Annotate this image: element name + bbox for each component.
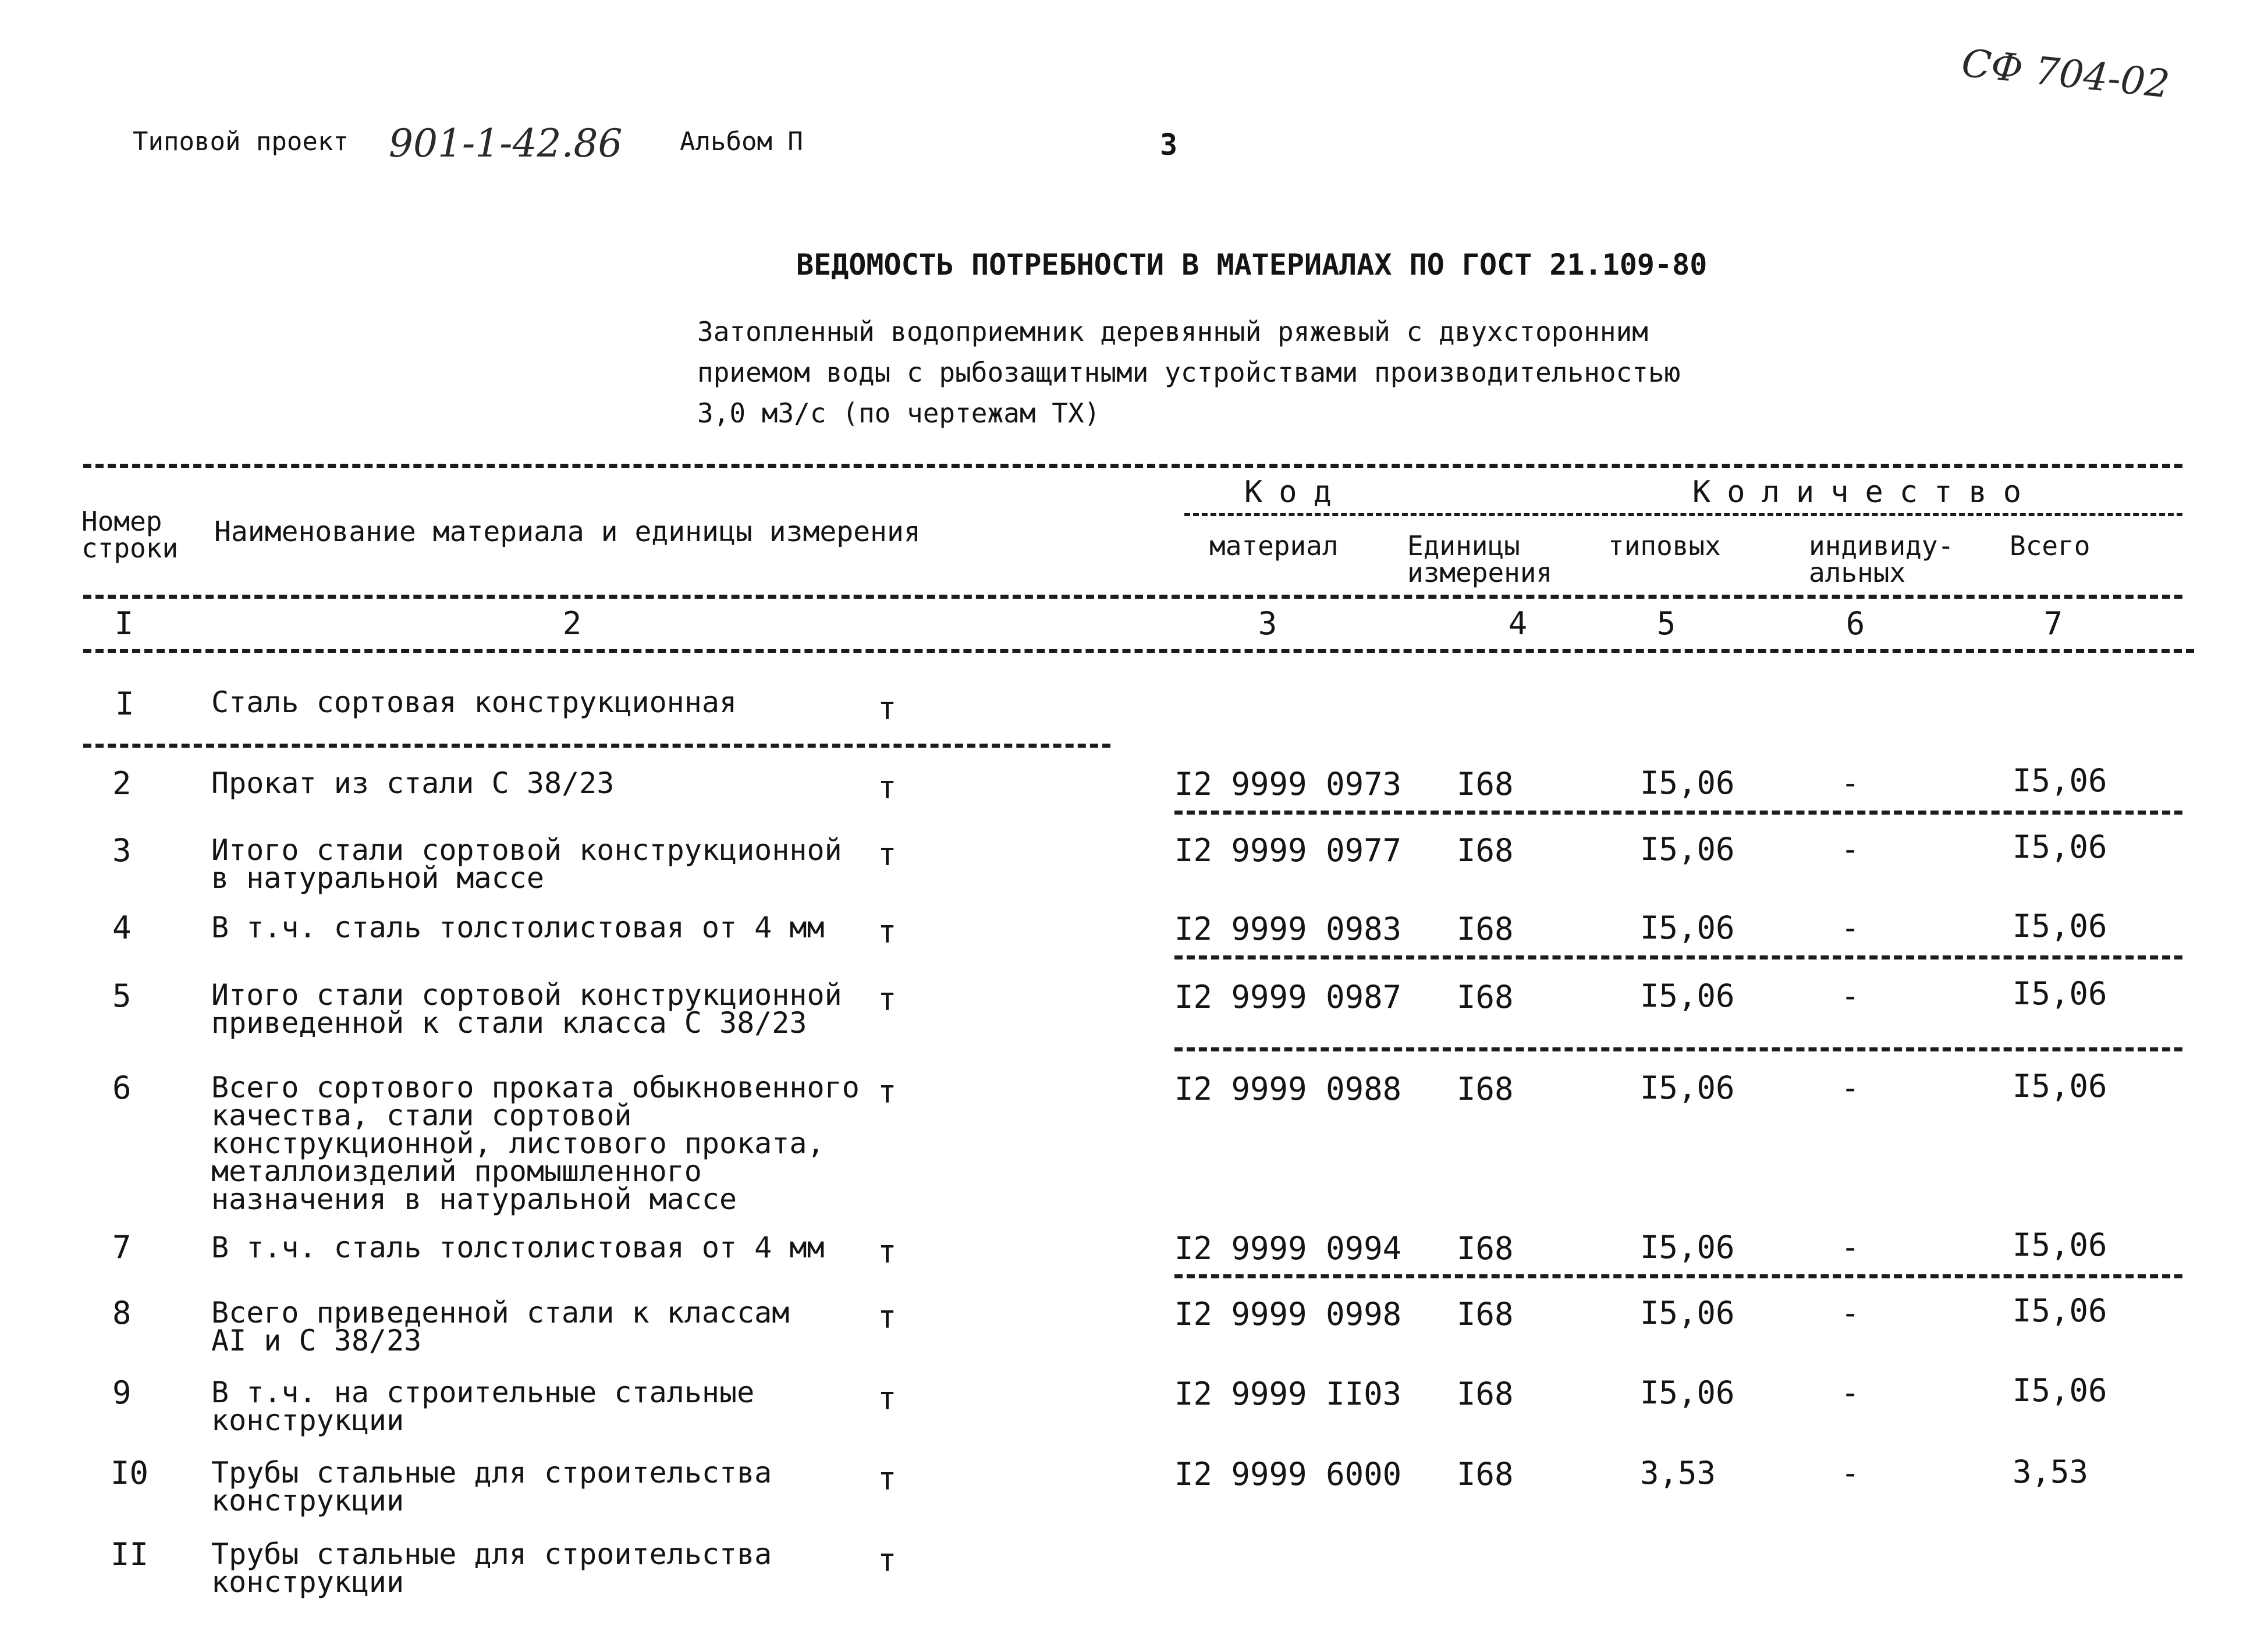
project-label: Типовой проект [133,127,349,157]
col-number-3: 3 [1258,605,1277,642]
row-4-unit: т [878,914,897,950]
row-8-measure: I68 [1457,1296,1514,1332]
group-header-rule [1184,513,2182,516]
row-2-measure: I68 [1457,766,1514,802]
row-9-measure: I68 [1457,1376,1514,1412]
col-name-header: Наименование материала и единицы измерения [214,516,921,548]
row-9-number: 9 [112,1374,132,1411]
page-number: 3 [1160,128,1178,162]
row-3-number: 3 [112,832,132,869]
col-typical-header: типовых [1608,530,1721,561]
row-5-number: 5 [112,978,132,1014]
row-4-typical: I5,06 [1640,909,1735,946]
row-1-number: I [115,685,134,722]
row-5-rule [1174,1047,2182,1051]
row-8-individual: - [1841,1295,1860,1331]
row-11-unit: т [878,1542,897,1579]
row-4-measure: I68 [1457,911,1514,947]
colnum-bottom-rule [83,649,2194,653]
project-number: 901-1-42.86 [389,121,623,166]
col-number-7: 7 [2043,605,2063,642]
row-2-number: 2 [112,765,132,802]
col-individual-header: индивиду- альных [1809,530,1954,588]
row-6-unit: т [878,1074,897,1110]
document-title: ВЕДОМОСТЬ ПОТРЕБНОСТИ В МАТЕРИАЛАХ ПО ГОСТ 21.109-80 [796,248,1708,282]
row-9-unit: т [878,1380,897,1417]
row-6-number: 6 [112,1069,132,1106]
col-total-header: Всего [2010,530,2090,561]
document-subtitle: Затопленный водоприемник деревянный ряжевый с двухсторонним приемом воды с рыбозащитными устройствами производительностью 3,0 м3/с (по чертежам ТХ) [697,316,1681,429]
col-number-4: 4 [1508,605,1528,642]
row-8-typical: I5,06 [1640,1295,1735,1331]
row-3-typical: I5,06 [1640,831,1735,868]
row-11-name: Трубы стальные для строительства конструкции [211,1537,772,1599]
row-1-unit: т [878,690,897,727]
row-4-rule [1174,955,2182,959]
row-9-total: I5,06 [2013,1372,2107,1409]
row-10-individual: - [1841,1455,1860,1491]
row-10-code: I2 9999 6000 [1174,1456,1402,1492]
row-3-code: I2 9999 0977 [1174,832,1402,869]
row-7-number: 7 [112,1229,132,1266]
row-6-measure: I68 [1457,1071,1514,1107]
row-7-individual: - [1841,1229,1860,1266]
col-material-header: материал [1209,530,1339,561]
row-4-number: 4 [112,909,132,946]
row-2-name: Прокат из стали С 38/23 [211,766,615,800]
row-7-rule [1174,1274,2182,1278]
row-3-name: Итого стали сортовой конструкционной в натуральной массе [211,833,842,895]
row-9-code: I2 9999 II03 [1174,1376,1402,1412]
row-7-code: I2 9999 0994 [1174,1230,1402,1267]
row-10-number: I0 [111,1455,149,1491]
row-10-unit: т [878,1460,897,1497]
quantity-group-header: Количество [1692,475,2038,510]
row-11-number: II [111,1536,149,1573]
row-6-name: Всего сортового проката обыкновенного качества, стали сортовой конструкционной, листового проката, металлоизделий промышленного назначения в натуральной массе [211,1071,860,1216]
code-group-header: Код [1244,475,1348,510]
row-5-individual: - [1841,978,1860,1014]
row-6-typical: I5,06 [1640,1069,1735,1106]
row-5-name: Итого стали сортовой конструкционной приведенной к стали класса С 38/23 [211,978,842,1040]
row-6-individual: - [1841,1069,1860,1106]
row-3-total: I5,06 [2013,829,2107,865]
row-4-name: В т.ч. сталь толстолистовая от 4 мм [211,911,825,944]
row-2-total: I5,06 [2013,762,2107,799]
row-8-total: I5,06 [2013,1292,2107,1329]
row-10-measure: I68 [1457,1456,1514,1492]
row-2-individual: - [1841,765,1860,801]
row-7-name: В т.ч. сталь толстолистовая от 4 мм [211,1231,825,1264]
col-number-6: 6 [1845,605,1865,642]
row-9-typical: I5,06 [1640,1374,1735,1411]
table-top-rule [83,464,2182,468]
row-9-individual: - [1841,1374,1860,1411]
row-5-typical: I5,06 [1640,978,1735,1014]
row-5-total: I5,06 [2013,975,2107,1012]
row-10-name: Трубы стальные для строительства конструкции [211,1456,772,1517]
row-10-total: 3,53 [2013,1453,2089,1490]
header-bottom-rule [83,595,2182,599]
row-3-individual: - [1841,831,1860,868]
row-9-name: В т.ч. на строительные стальные конструкции [211,1376,755,1437]
row-7-total: I5,06 [2013,1227,2107,1263]
row-7-typical: I5,06 [1640,1229,1735,1266]
col-number-2: 2 [562,605,582,642]
row-5-measure: I68 [1457,979,1514,1015]
row-2-rule [1174,811,2182,815]
col-number-5: 5 [1656,605,1676,642]
row-6-code: I2 9999 0988 [1174,1071,1402,1107]
col-number-1: I [114,605,134,642]
row-3-unit: т [878,836,897,873]
row-1-rule [83,744,1110,748]
row-4-total: I5,06 [2013,908,2107,944]
row-2-code: I2 9999 0973 [1174,766,1402,802]
row-1-name: Сталь сортовая конструкционная [211,685,737,719]
row-2-typical: I5,06 [1640,765,1735,801]
row-4-individual: - [1841,909,1860,946]
row-10-typical: 3,53 [1640,1455,1716,1491]
row-7-measure: I68 [1457,1230,1514,1267]
row-5-code: I2 9999 0987 [1174,979,1402,1015]
row-8-code: I2 9999 0998 [1174,1296,1402,1332]
col-unit-header: Единицы измерения [1407,530,1553,588]
row-5-unit: т [878,981,897,1018]
archive-stamp: СФ 704-02 [1959,40,2172,107]
row-8-name: Всего приведенной стали к классам АI и С 38/23 [211,1296,790,1357]
row-2-unit: т [878,769,897,806]
row-3-measure: I68 [1457,832,1514,869]
row-8-number: 8 [112,1295,132,1331]
col-row-number-header: Номер строки [81,506,179,564]
row-7-unit: т [878,1234,897,1270]
album-label: Альбом П [680,127,803,157]
row-8-unit: т [878,1299,897,1335]
row-6-total: I5,06 [2013,1068,2107,1104]
row-4-code: I2 9999 0983 [1174,911,1402,947]
